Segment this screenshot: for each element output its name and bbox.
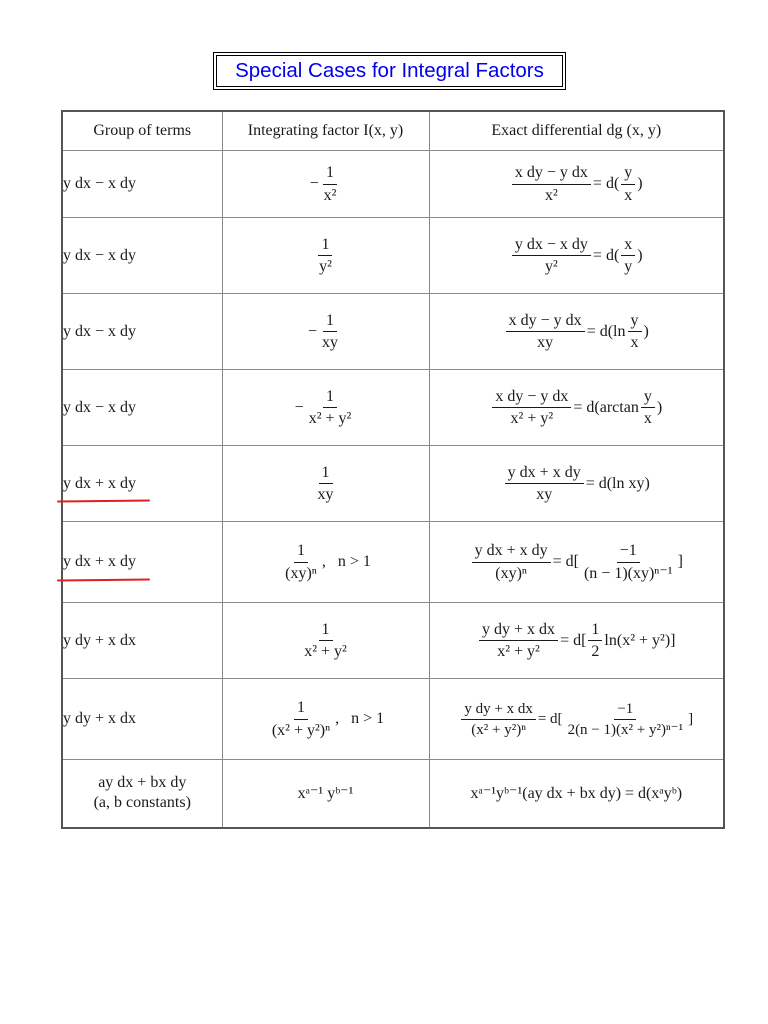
diff-numerator: x dy − y dx — [492, 387, 571, 408]
group-of-terms: y dy + x dx — [63, 710, 137, 728]
group-of-terms: y dx + x dy — [63, 474, 137, 492]
table-row — [62, 679, 724, 760]
diff-denominator: x² + y² — [510, 410, 554, 427]
diff-numerator: y dx + x dy — [472, 541, 551, 562]
inner-denominator: x — [624, 186, 633, 204]
factor-sign: − — [294, 398, 304, 416]
factor-numerator: 1 — [294, 541, 308, 562]
integrating-factor — [313, 463, 339, 504]
inner-numerator: −1 — [614, 700, 636, 720]
factor-numerator: 1 — [318, 235, 332, 256]
factor-denominator: y² — [319, 258, 332, 275]
inner-denominator: (n − 1)(xy)ⁿ⁻¹ — [583, 564, 673, 582]
diff-numerator: y dx + x dy — [505, 463, 584, 484]
header-row — [62, 111, 724, 151]
diff-prefix: = d(ln xy) — [585, 474, 650, 492]
factor-numerator: 1 — [319, 463, 333, 484]
factor-suffix: , n > 1 — [321, 553, 371, 571]
header-exact-differential: Exact differential dg (x, y) — [429, 111, 724, 151]
inner-numerator: x — [621, 235, 635, 256]
diff-suffix: ) — [656, 398, 663, 416]
diff-denominator: x² — [545, 186, 558, 204]
exact-differential — [510, 235, 643, 276]
diff-numerator: y dy + x dx — [461, 700, 535, 720]
header-integrating-factor: Integrating factor I(x, y) — [222, 111, 429, 151]
diff-numerator: y dx − x dy — [512, 235, 591, 256]
table-row — [62, 760, 724, 828]
factor-denominator: x² + y² — [304, 643, 347, 660]
exact-differential — [503, 463, 650, 504]
header-group-of-terms: Group of terms — [62, 111, 222, 151]
exact-differential — [490, 387, 662, 428]
diff-denominator: xy — [536, 486, 553, 503]
group-line-2: (a, b constants) — [93, 794, 191, 812]
exact-differential — [459, 700, 693, 739]
integrating-factor — [310, 163, 342, 204]
diff-argument: ln — [613, 322, 626, 340]
diff-argument: arctan — [599, 398, 639, 416]
factor-denominator: xy — [322, 334, 339, 351]
page-title: Special Cases for Integral Factors — [216, 55, 563, 87]
title-box — [213, 52, 566, 90]
diff-prefix: = d[ — [560, 631, 587, 649]
diff-prefix: = d( — [573, 398, 600, 416]
table-row — [62, 294, 724, 370]
group-of-terms: y dx − x dy — [63, 398, 137, 416]
inner-denominator: x — [630, 334, 639, 351]
table-row — [62, 151, 724, 218]
exact-differential — [504, 311, 649, 352]
diff-prefix: = d( — [586, 322, 614, 340]
diff-denominator: x² + y² — [497, 643, 540, 660]
factor-numerator: 1 — [319, 620, 333, 641]
factor-suffix: , n > 1 — [335, 710, 385, 728]
diff-suffix: ) — [637, 175, 643, 193]
factor-numerator: 1 — [323, 387, 337, 408]
diff-prefix: = d[ — [552, 553, 579, 571]
integrating-factor — [314, 235, 337, 276]
diff-suffix: ln(x² + y²)] — [604, 631, 676, 649]
exact-differential: xᵃ⁻¹yᵇ⁻¹(ay dx + bx dy) = d(xᵃyᵇ) — [470, 784, 683, 802]
table-row — [62, 218, 724, 294]
group-of-terms — [63, 773, 222, 813]
diff-suffix: ) — [643, 322, 649, 340]
table-row — [62, 522, 724, 603]
diff-denominator: (x² + y²)ⁿ — [471, 721, 526, 738]
diff-prefix: = d( — [592, 246, 620, 264]
exact-differential — [510, 163, 643, 204]
integrating-factor — [267, 698, 384, 739]
exact-differential — [477, 620, 675, 661]
factor-denominator: x² — [323, 186, 337, 204]
inner-numerator: 1 — [588, 620, 602, 641]
diff-numerator: x dy − y dx — [506, 311, 585, 332]
inner-numerator: −1 — [617, 541, 640, 562]
integrating-factor — [280, 541, 371, 582]
group-of-terms: y dy + x dx — [63, 631, 137, 649]
inner-numerator: y — [628, 311, 642, 332]
diff-suffix: ) — [637, 246, 643, 264]
inner-denominator: x — [643, 410, 652, 427]
factor-sign: − — [307, 322, 318, 340]
factor-numerator: 1 — [323, 163, 337, 184]
diff-numerator: x dy − y dx — [512, 163, 591, 184]
integrating-factor — [299, 620, 352, 661]
diff-denominator: xy — [537, 334, 554, 351]
factor-denominator: xy — [317, 486, 334, 503]
diff-prefix: = d( — [592, 175, 620, 193]
integrating-factors-table — [61, 110, 725, 829]
integrating-factor: xᵃ⁻¹ yᵇ⁻¹ — [297, 784, 354, 802]
factor-sign: − — [309, 175, 319, 193]
table-row — [62, 370, 724, 446]
factor-denominator: (x² + y²)ⁿ — [271, 721, 331, 739]
factor-denominator: x² + y² — [308, 410, 352, 427]
group-of-terms: y dx + x dy — [63, 553, 137, 571]
diff-numerator: y dy + x dx — [479, 620, 558, 641]
diff-denominator: (xy)ⁿ — [495, 564, 527, 582]
inner-numerator: y — [621, 163, 635, 184]
factor-numerator: 1 — [294, 698, 308, 719]
inner-denominator: 2 — [591, 643, 600, 660]
group-of-terms: y dx − x dy — [63, 175, 137, 193]
factor-denominator: (xy)ⁿ — [285, 564, 317, 582]
group-line-1: ay dx + bx dy — [98, 774, 187, 792]
table-row — [62, 446, 724, 522]
factor-numerator: 1 — [323, 311, 337, 332]
group-of-terms: y dx − x dy — [63, 246, 137, 264]
inner-numerator: y — [641, 387, 655, 408]
table-row — [62, 603, 724, 679]
inner-denominator: 2(n − 1)(x² + y²)ⁿ⁻¹ — [567, 721, 684, 738]
diff-denominator: y² — [545, 258, 558, 275]
group-of-terms: y dx − x dy — [63, 322, 137, 340]
integrating-factor — [295, 387, 357, 428]
diff-suffix: ] — [688, 711, 694, 727]
integrating-factor — [308, 311, 343, 352]
diff-suffix: ] — [677, 553, 683, 571]
inner-denominator: y — [624, 258, 633, 275]
exact-differential — [470, 541, 683, 582]
diff-prefix: = d[ — [537, 711, 563, 727]
